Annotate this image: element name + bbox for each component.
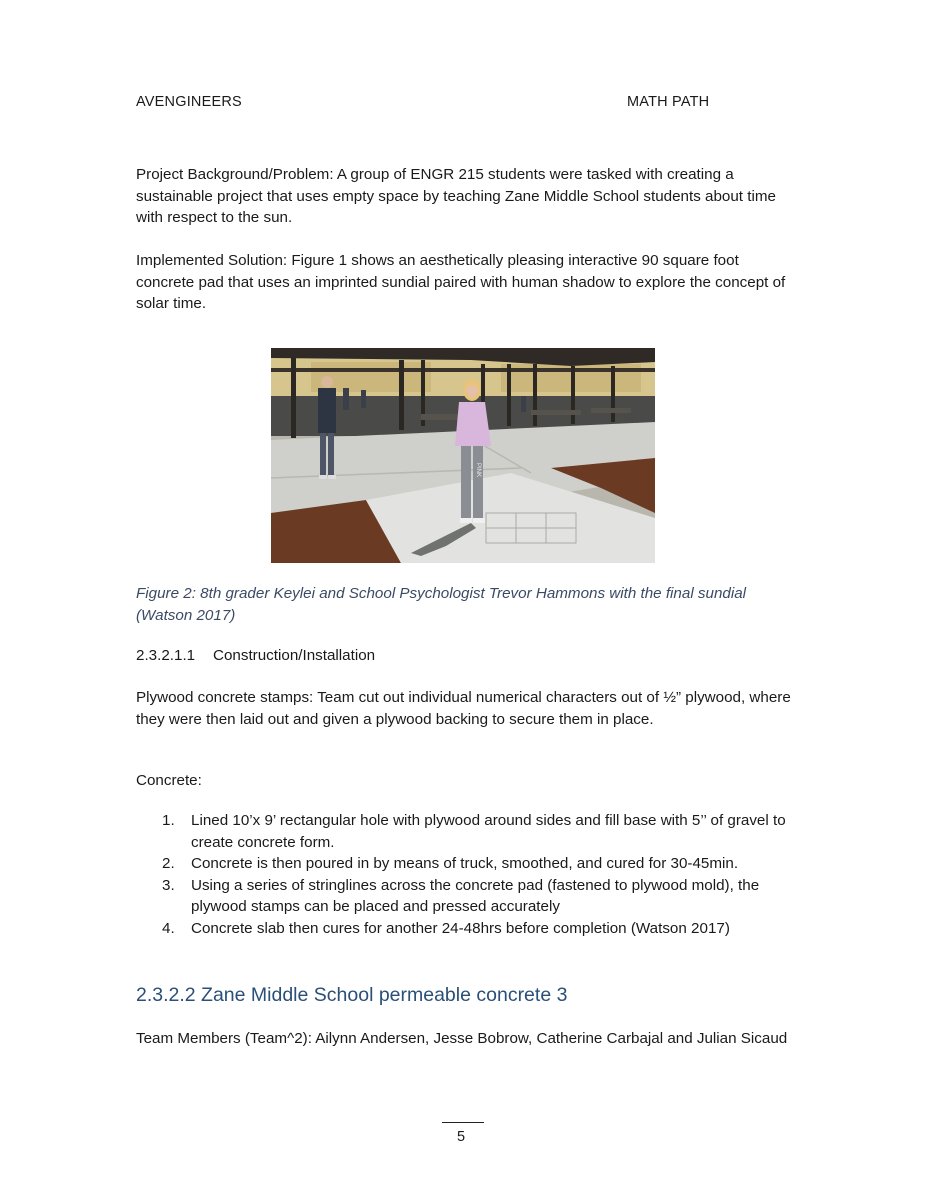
header-left: AVENGINEERS — [136, 94, 242, 110]
footer-rule — [442, 1122, 484, 1123]
list-item: 2. Concrete is then poured in by means of truck, smoothed, and cured for 30-45min. — [162, 855, 739, 872]
header-right: MATH PATH — [627, 94, 710, 110]
sweatpants-lettering: PINK — [475, 463, 481, 478]
construction-steps-list — [136, 810, 796, 939]
subsection-number: 2.3.2.1.1 — [136, 647, 196, 664]
figure-caption: Figure 2: 8th grader Keylei and School Psychologist Trevor Hammons with the final sundial (Watson 2017) — [136, 585, 747, 624]
concrete-label: Concrete: — [136, 772, 202, 789]
list-item: 3. Using a series of stringlines across the concrete pad (fastened to plywood mold), the plywood stamps can be placed and pressed accurately — [162, 876, 760, 915]
sundial-photo — [271, 348, 655, 563]
implemented-solution-paragraph: Implemented Solution: Figure 1 shows an aesthetically pleasing interactive 90 square foot concrete pad that uses an imprinted sundial paired with human shadow to explore the concept of solar time. — [136, 252, 786, 312]
section-heading: 2.3.2.2 Zane Middle School permeable concrete 3 — [136, 984, 568, 1006]
list-item: 4. Concrete slab then cures for another 24-48hrs before completion (Watson 2017) — [162, 919, 730, 937]
subsection-title: Construction/Installation — [213, 647, 376, 664]
subsection-heading — [136, 645, 375, 667]
project-background-paragraph: Project Background/Problem: A group of ENGR 215 students were tasked with creating a sustainable project that uses empty space by teaching Zane Middle School students about time with respect to the sun. — [136, 166, 776, 226]
list-item: 1. Lined 10’x 9’ rectangular hole with plywood around sides and fill base with 5’’ of gravel to create concrete form. — [162, 812, 786, 851]
page-number: 5 — [457, 1129, 466, 1145]
team-members-paragraph: Team Members (Team^2): Ailynn Andersen, Jesse Bobrow, Catherine Carbajal and Julian Sicaud — [136, 1030, 788, 1047]
plywood-stamps-paragraph: Plywood concrete stamps: Team cut out individual numerical characters out of ½” plywood, where they were then laid out and given a plywood backing to secure them in place. — [136, 689, 791, 728]
